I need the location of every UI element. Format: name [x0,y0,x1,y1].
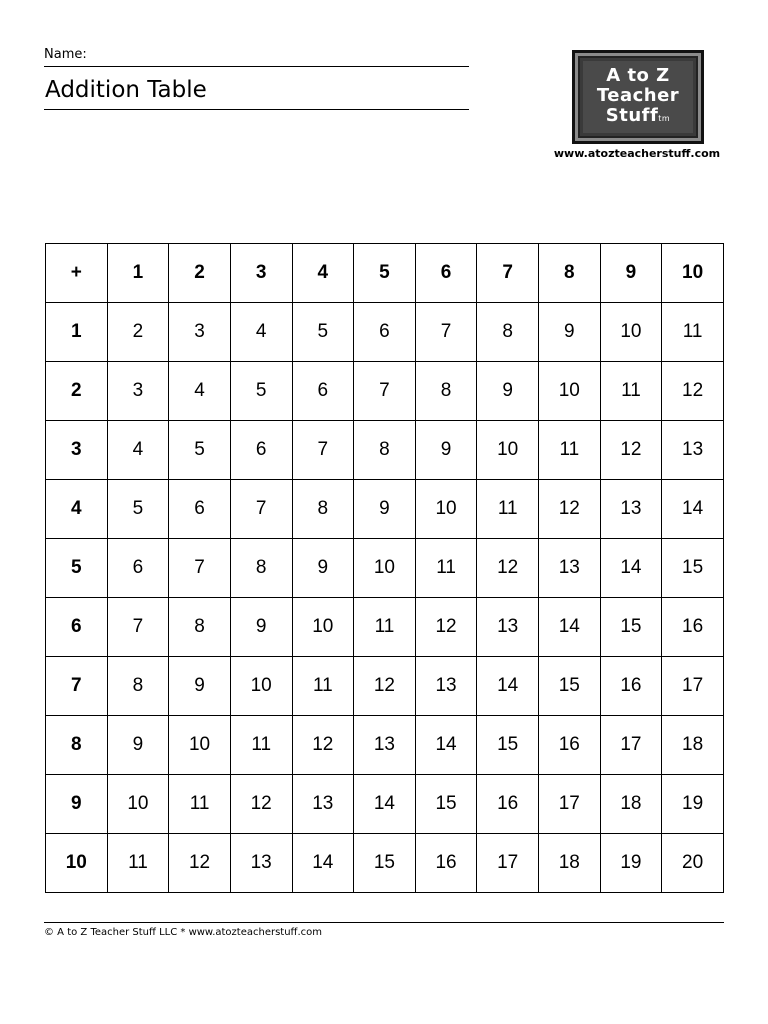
column-header: 3 [230,244,292,303]
sum-cell: 20 [662,834,724,893]
column-header: 9 [600,244,662,303]
sum-cell: 11 [292,657,354,716]
sum-cell: 14 [600,539,662,598]
row-header: 5 [46,539,108,598]
sum-cell: 7 [230,480,292,539]
column-header: 1 [107,244,169,303]
sum-cell: 10 [354,539,416,598]
sum-cell: 5 [169,421,231,480]
row-header: 4 [46,480,108,539]
table-row [46,303,724,362]
sum-cell: 15 [662,539,724,598]
sum-cell: 19 [600,834,662,893]
sum-cell: 13 [354,716,416,775]
column-header: 2 [169,244,231,303]
sum-cell: 13 [230,834,292,893]
sum-cell: 14 [354,775,416,834]
sum-cell: 16 [600,657,662,716]
sum-cell: 13 [662,421,724,480]
sum-cell: 13 [415,657,477,716]
sum-cell: 10 [292,598,354,657]
corner-plus-sign: + [46,244,108,303]
column-header: 10 [662,244,724,303]
sum-cell: 6 [107,539,169,598]
sum-cell: 16 [477,775,539,834]
sum-cell: 6 [169,480,231,539]
row-header: 9 [46,775,108,834]
row-header: 7 [46,657,108,716]
sum-cell: 15 [415,775,477,834]
sum-cell: 15 [539,657,601,716]
sum-cell: 14 [292,834,354,893]
sum-cell: 8 [477,303,539,362]
logo-url: www.atozteacherstuff.com [553,147,721,160]
row-header: 2 [46,362,108,421]
sum-cell: 8 [292,480,354,539]
name-line [44,66,469,67]
sum-cell: 13 [600,480,662,539]
row-header: 10 [46,834,108,893]
sum-cell: 16 [539,716,601,775]
sum-cell: 14 [539,598,601,657]
logo-chalkboard [583,61,693,133]
sum-cell: 11 [107,834,169,893]
sum-cell: 2 [107,303,169,362]
sum-cell: 6 [230,421,292,480]
column-header: 7 [477,244,539,303]
sum-cell: 11 [600,362,662,421]
sum-cell: 11 [230,716,292,775]
sum-cell: 14 [662,480,724,539]
sum-cell: 6 [292,362,354,421]
sum-cell: 16 [415,834,477,893]
sum-cell: 4 [107,421,169,480]
sum-cell: 12 [662,362,724,421]
sum-cell: 12 [292,716,354,775]
sum-cell: 9 [539,303,601,362]
sum-cell: 14 [477,657,539,716]
logo-line-3-text: Stuff [605,104,659,126]
logo [572,50,704,144]
table-row [46,421,724,480]
sum-cell: 8 [107,657,169,716]
title-underline [44,109,469,110]
logo-line-3 [606,106,670,129]
column-header: 6 [415,244,477,303]
sum-cell: 11 [539,421,601,480]
sum-cell: 13 [477,598,539,657]
sum-cell: 12 [477,539,539,598]
table-row [46,480,724,539]
sum-cell: 16 [662,598,724,657]
sum-cell: 10 [415,480,477,539]
sum-cell: 8 [354,421,416,480]
sum-cell: 11 [354,598,416,657]
sum-cell: 10 [600,303,662,362]
footer-rule [44,922,724,923]
column-header: 4 [292,244,354,303]
sum-cell: 17 [477,834,539,893]
sum-cell: 9 [415,421,477,480]
sum-cell: 7 [169,539,231,598]
sum-cell: 10 [539,362,601,421]
sum-cell: 12 [354,657,416,716]
sum-cell: 11 [169,775,231,834]
sum-cell: 5 [292,303,354,362]
table-row [46,362,724,421]
row-header: 1 [46,303,108,362]
sum-cell: 3 [107,362,169,421]
sum-cell: 8 [230,539,292,598]
sum-cell: 18 [600,775,662,834]
table-row [46,775,724,834]
sum-cell: 18 [539,834,601,893]
sum-cell: 12 [415,598,477,657]
row-header: 3 [46,421,108,480]
sum-cell: 7 [354,362,416,421]
column-header: 8 [539,244,601,303]
sum-cell: 4 [230,303,292,362]
row-header: 8 [46,716,108,775]
sum-cell: 3 [169,303,231,362]
logo-tm: tm [658,113,671,123]
sum-cell: 9 [169,657,231,716]
sum-cell: 15 [354,834,416,893]
table-row [46,657,724,716]
sum-cell: 12 [539,480,601,539]
sum-cell: 17 [662,657,724,716]
table-row [46,834,724,893]
sum-cell: 12 [169,834,231,893]
sum-cell: 9 [107,716,169,775]
sum-cell: 13 [539,539,601,598]
table-header-row [46,244,724,303]
column-header: 5 [354,244,416,303]
sum-cell: 10 [230,657,292,716]
sum-cell: 12 [230,775,292,834]
sum-cell: 9 [477,362,539,421]
row-header: 6 [46,598,108,657]
table-row [46,539,724,598]
sum-cell: 8 [415,362,477,421]
sum-cell: 11 [415,539,477,598]
sum-cell: 14 [415,716,477,775]
sum-cell: 11 [662,303,724,362]
logo-line-1: A to Z [606,64,670,86]
table-row [46,598,724,657]
sum-cell: 7 [415,303,477,362]
logo-line-2: Teacher [596,84,680,106]
addition-table [45,243,724,893]
sum-cell: 11 [477,480,539,539]
sum-cell: 12 [600,421,662,480]
sum-cell: 19 [662,775,724,834]
sum-cell: 10 [477,421,539,480]
sum-cell: 10 [169,716,231,775]
sum-cell: 8 [169,598,231,657]
sum-cell: 7 [107,598,169,657]
sum-cell: 15 [477,716,539,775]
sum-cell: 7 [292,421,354,480]
sum-cell: 13 [292,775,354,834]
sum-cell: 9 [230,598,292,657]
sum-cell: 5 [107,480,169,539]
sum-cell: 9 [292,539,354,598]
sum-cell: 17 [539,775,601,834]
table-row [46,716,724,775]
sum-cell: 10 [107,775,169,834]
sum-cell: 15 [600,598,662,657]
sum-cell: 18 [662,716,724,775]
sum-cell: 5 [230,362,292,421]
sum-cell: 17 [600,716,662,775]
page-title: Addition Table [45,77,207,103]
sum-cell: 6 [354,303,416,362]
footer-copyright: © A to Z Teacher Stuff LLC * www.atozteacherstuff.com [44,927,322,938]
sum-cell: 4 [169,362,231,421]
name-label: Name: [44,47,87,62]
sum-cell: 9 [354,480,416,539]
